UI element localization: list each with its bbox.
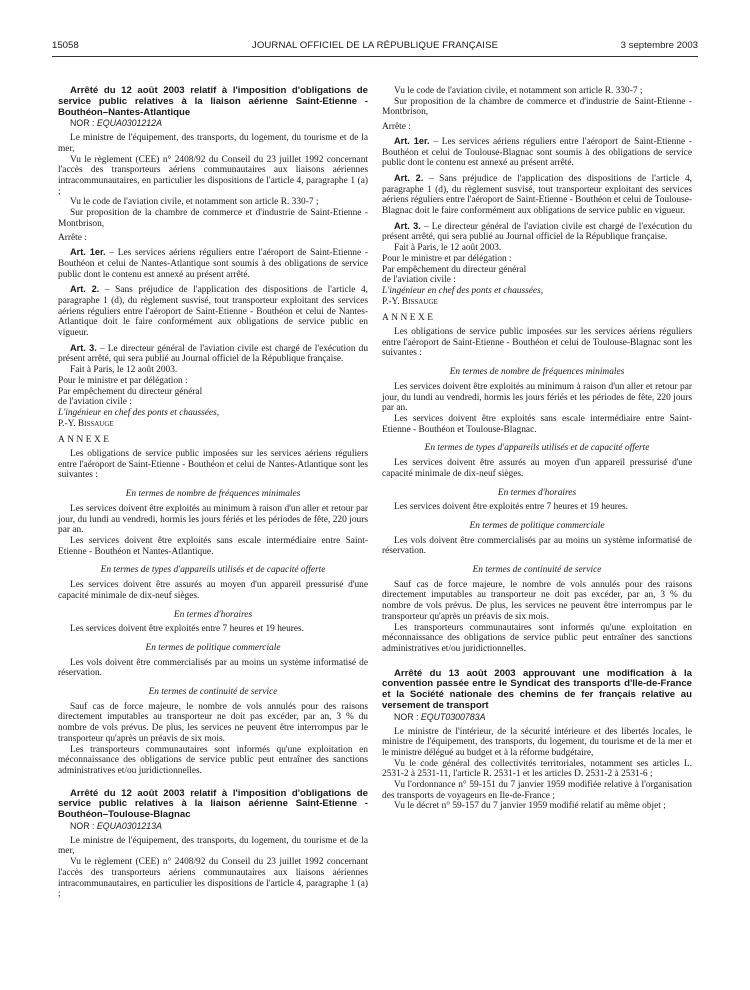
decree-stif-sncf bbox=[382, 669, 692, 813]
left-column bbox=[58, 86, 368, 900]
decree-title: Arrêté du 12 août 2003 relatif à l'imposition d'obligations de service public relatives à la liaison aérienne Saint-Etienne - Bouthéon–Nantes-Atlantique bbox=[58, 85, 368, 118]
page-number: 15058 bbox=[52, 40, 79, 51]
signature-line: Pour le ministre et par délégation : bbox=[382, 253, 512, 264]
fait-a-paris: Fait à Paris, le 12 août 2003. bbox=[394, 243, 502, 254]
decree-title: Arrêté du 12 août 2003 relatif à l'imposition d'obligations de service public relatives à la liaison aérienne Saint-Etienne - Bouthéon–Toulouse-Blagnac bbox=[58, 787, 368, 821]
nor-code: EQUA0301213A bbox=[96, 821, 162, 832]
paragraph: Les services doivent être exploités sans escale intermédiaire entre Saint-Etienne - Bouthéon et Nantes-Atlantique. bbox=[58, 536, 368, 557]
annexe-heading: ANNEXE bbox=[58, 435, 112, 446]
article-number: Art. 2. bbox=[394, 172, 424, 183]
section-heading: En termes d'horaires bbox=[497, 487, 577, 498]
journal-title: JOURNAL OFFICIEL DE LA RÉPUBLIQUE FRANÇAISE bbox=[251, 40, 499, 51]
arrete-heading: Arrête : bbox=[382, 122, 411, 133]
article-text: – Sans préjudice de l'application des dispositions de l'article 4, paragraphe 1 (d), du règlement susvisé, tout transporteur exploitant des services aériens réguliers entre l'aéroport de Saint-Etienne - Bouthéon et celui de Toulouse-Blagnac doit le faire conformément aux obligations de service public en vigueur. bbox=[382, 173, 692, 217]
article-number: Art. 1er. bbox=[70, 247, 106, 258]
paragraph: Vu le code de l'aviation civile, et notamment son article R. 330-7 ; bbox=[70, 197, 319, 208]
signature-line: Pour le ministre et par délégation : bbox=[58, 375, 188, 386]
article-number: Art. 3. bbox=[70, 342, 97, 353]
article-number: Art. 2. bbox=[70, 284, 100, 295]
nor-label: NOR : bbox=[70, 821, 95, 832]
signature-line: de l'aviation civile : bbox=[382, 275, 456, 286]
article-2 bbox=[382, 173, 692, 217]
article-1 bbox=[382, 136, 692, 169]
article-text: – Le directeur général de l'aviation civile est chargé de l'exécution du présent arrêté, qui sera publié au Journal officiel de la République française. bbox=[382, 221, 693, 243]
nor-label: NOR : bbox=[394, 711, 419, 722]
section-heading: En termes de continuité de service bbox=[148, 687, 278, 698]
paragraph: Vu le règlement (CEE) n° 2408/92 du Conseil du 23 juillet 1992 concernant l'accès des transporteurs aériens communautaires aux liaisons aériennes intracommunautaires, en particulier les dispositions de l'article 4, paragraphe 1 (a) ; bbox=[58, 857, 368, 900]
nor-code: EQUA0301212A bbox=[96, 118, 162, 129]
paragraph: Les services doivent être exploités entre 7 heures et 19 heures. bbox=[394, 502, 629, 513]
decree-title: Arrêté du 13 août 2003 approuvant une modification à la convention passée entre le Syndicat des transports d'Ile-de-France et la Société nationale des chemins de fer français relative au versement de transport bbox=[382, 667, 692, 712]
article-3 bbox=[58, 343, 368, 365]
paragraph: Le ministre de l'équipement, des transports, du logement, du tourisme et de la mer, bbox=[58, 133, 368, 154]
paragraph: Sauf cas de force majeure, le nombre de vols annulés pour des raisons directement imputables au transporteur ne doit pas excéder, par an, 3 % du nombre de vols prévus. De plus, les services ne peuvent être interrompus par le transporteur qu'après un préavis de six mois. bbox=[58, 701, 368, 744]
paragraph: Les transporteurs communautaires sont informés qu'une exploitation en méconnaissance des obligations de service public peut entraîner des sanctions administratives et/ou juridictionnelles. bbox=[58, 744, 368, 776]
signature-block bbox=[58, 376, 368, 430]
article-text: – Les services aériens réguliers entre l'aéroport de Saint-Etienne - Bouthéon et celui de Nantes-Atlantique sont soumis à des obligations de service public dont le contenu est annexé au présent arrêté. bbox=[58, 248, 369, 280]
section-heading: En termes de nombre de fréquences minimales bbox=[449, 367, 625, 378]
paragraph: Les vols doivent être commercialisés par au moins un système informatisé de réservation. bbox=[58, 657, 368, 679]
paragraph: Les services doivent être exploités entre 7 heures et 19 heures. bbox=[70, 624, 305, 635]
decree-saint-etienne-nantes bbox=[58, 86, 368, 777]
paragraph: Le ministre de l'intérieur, de la sécurité intérieure et des libertés locales, le ministre de l'équipement, des transports, du logement, du tourisme et de la mer et le ministre délégué au budget et à la réforme budgétaire, bbox=[382, 726, 692, 758]
paragraph: Vu l'ordonnance n° 59-151 du 7 janvier 1959 modifiée relative à l'organisation des transports de voyageurs en Ile-de-France ; bbox=[382, 780, 692, 801]
paragraph: Les services doivent être exploités sans escale intermédiaire entre Saint-Etienne - Bouthéon et Toulouse-Blagnac. bbox=[382, 413, 692, 435]
article-2 bbox=[58, 284, 368, 339]
signature-line: L'ingénieur en chef des ponts et chaussées, bbox=[382, 285, 544, 296]
paragraph: Vu le décret n° 59-157 du 7 janvier 1959 modifié relatif au même objet ; bbox=[394, 801, 666, 812]
header-rule bbox=[52, 56, 698, 57]
nor-reference bbox=[58, 118, 368, 129]
arrete-heading: Arrête : bbox=[58, 233, 87, 244]
paragraph: Sur proposition de la chambre de commerce et d'industrie de Saint-Etienne - Montbrison, bbox=[58, 208, 368, 229]
nor-reference bbox=[382, 712, 692, 723]
section-heading: En termes de continuité de service bbox=[472, 565, 602, 576]
signatory-name: P.-Y. Bissauge bbox=[58, 418, 114, 429]
article-number: Art. 1er. bbox=[394, 135, 430, 146]
paragraph: Les services doivent être assurés au moyen d'un appareil pressurisé d'une capacité minimale de dix-neuf sièges. bbox=[382, 458, 692, 479]
paragraph: Les services doivent être assurés au moyen d'un appareil pressurisé d'une capacité minimale de dix-neuf sièges. bbox=[58, 580, 368, 601]
paragraph: Sur proposition de la chambre de commerce et d'industrie de Saint-Etienne - Montbrison, bbox=[382, 96, 692, 118]
paragraph: Les obligations de service public imposées sur les services aériens réguliers entre l'aéroport de Saint-Etienne - Bouthéon et celui de Toulouse-Blagnac sont les suivantes : bbox=[382, 327, 692, 359]
annexe-heading: ANNEXE bbox=[382, 313, 436, 324]
section-heading: En termes de types d'appareils utilisés et de capacité offerte bbox=[424, 443, 650, 454]
issue-date: 3 septembre 2003 bbox=[620, 40, 698, 51]
right-column bbox=[382, 86, 692, 812]
paragraph: Les transporteurs communautaires sont informés qu'une exploitation en méconnaissance des obligations de service public peut entraîner des sanctions administratives et/ou juridictionnelles. bbox=[382, 622, 692, 654]
article-3 bbox=[382, 221, 692, 243]
paragraph: Les obligations de service public imposées sur les services aériens réguliers entre l'aéroport de Saint-Etienne - Bouthéon et celui de Nantes-Atlantique sont les suivantes : bbox=[58, 449, 368, 481]
signature-block bbox=[382, 254, 692, 308]
section-heading: En termes d'horaires bbox=[173, 609, 253, 620]
article-1 bbox=[58, 247, 368, 280]
signature-line: Par empêchement du directeur général bbox=[382, 264, 527, 275]
article-text: – Le directeur général de l'aviation civile est chargé de l'exécution du présent arrêté, qui sera publié au Journal officiel de la République française. bbox=[58, 343, 369, 365]
paragraph: Vu le code de l'aviation civile, et notamment son article R. 330-7 ; bbox=[394, 86, 643, 96]
decree-saint-etienne-toulouse bbox=[58, 789, 368, 900]
paragraph: Sauf cas de force majeure, le nombre de vols annulés pour des raisons directement imputables au transporteur ne doit pas excéder, par an, 3 % du nombre de vols prévus. De plus, les services ne peuvent être interrompus par le transporteur qu'après un préavis de six mois. bbox=[382, 579, 692, 622]
signature-line: de l'aviation civile : bbox=[58, 397, 132, 408]
paragraph: Le ministre de l'équipement, des transports, du logement, du tourisme et de la mer, bbox=[58, 835, 368, 857]
section-heading: En termes de politique commerciale bbox=[469, 520, 605, 531]
paragraph: Vu le code général des collectivités territoriales, notamment ses articles L. 2531-2 à 2531-11, l'article R. 2531-1 et les articles D. 2531-2 à 2531-6 ; bbox=[382, 758, 692, 780]
signature-line: Par empêchement du directeur général bbox=[58, 386, 203, 397]
section-heading: En termes de politique commerciale bbox=[145, 642, 281, 653]
section-heading: En termes de types d'appareils utilisés et de capacité offerte bbox=[100, 565, 326, 576]
paragraph: Vu le règlement (CEE) n° 2408/92 du Conseil du 23 juillet 1992 concernant l'accès des transporteurs aériens communautaires aux liaisons aériennes intracommunautaires, en particulier les dispositions de l'article 4, paragraphe 1 (a) ; bbox=[58, 154, 368, 197]
nor-reference bbox=[58, 821, 368, 832]
article-text: – Les services aériens réguliers entre l'aéroport de Saint-Etienne - Bouthéon et celui de Toulouse-Blagnac sont soumis à des obligations de service public dont le contenu est annexé au présent arrêté. bbox=[382, 136, 693, 169]
article-number: Art. 3. bbox=[394, 220, 421, 231]
paragraph: Les services doivent être exploités au minimum à raison d'un aller et retour par jour, du lundi au vendredi, hormis les jours fériés et les périodes de fête, 220 jours par an. bbox=[58, 503, 368, 536]
signatory-name: P.-Y. Bissauge bbox=[382, 296, 438, 307]
article-text: – Sans préjudice de l'application des dispositions de l'article 4, paragraphe 1 (d), du règlement susvisé, tout transporteur exploitant des services aériens réguliers entre l'aéroport de Saint-Etienne - Bouthéon et celui de Nantes-Atlantique doit le faire conformément aux obligations de service public en vigueur. bbox=[58, 285, 368, 339]
page-header bbox=[52, 40, 698, 54]
decree-saint-etienne-toulouse-continued bbox=[382, 86, 692, 655]
nor-code: EQUT0300783A bbox=[420, 711, 486, 722]
fait-a-paris: Fait à Paris, le 12 août 2003. bbox=[70, 365, 178, 376]
section-heading: En termes de nombre de fréquences minimales bbox=[125, 489, 301, 500]
signature-line: L'ingénieur en chef des ponts et chaussées, bbox=[58, 407, 220, 418]
nor-label: NOR : bbox=[70, 118, 95, 129]
paragraph: Les vols doivent être commercialisés par au moins un système informatisé de réservation. bbox=[382, 535, 692, 557]
paragraph: Les services doivent être exploités au minimum à raison d'un aller et retour par jour, du lundi au vendredi, hormis les jours fériés et les périodes de fête, 220 jours par an. bbox=[382, 381, 692, 414]
